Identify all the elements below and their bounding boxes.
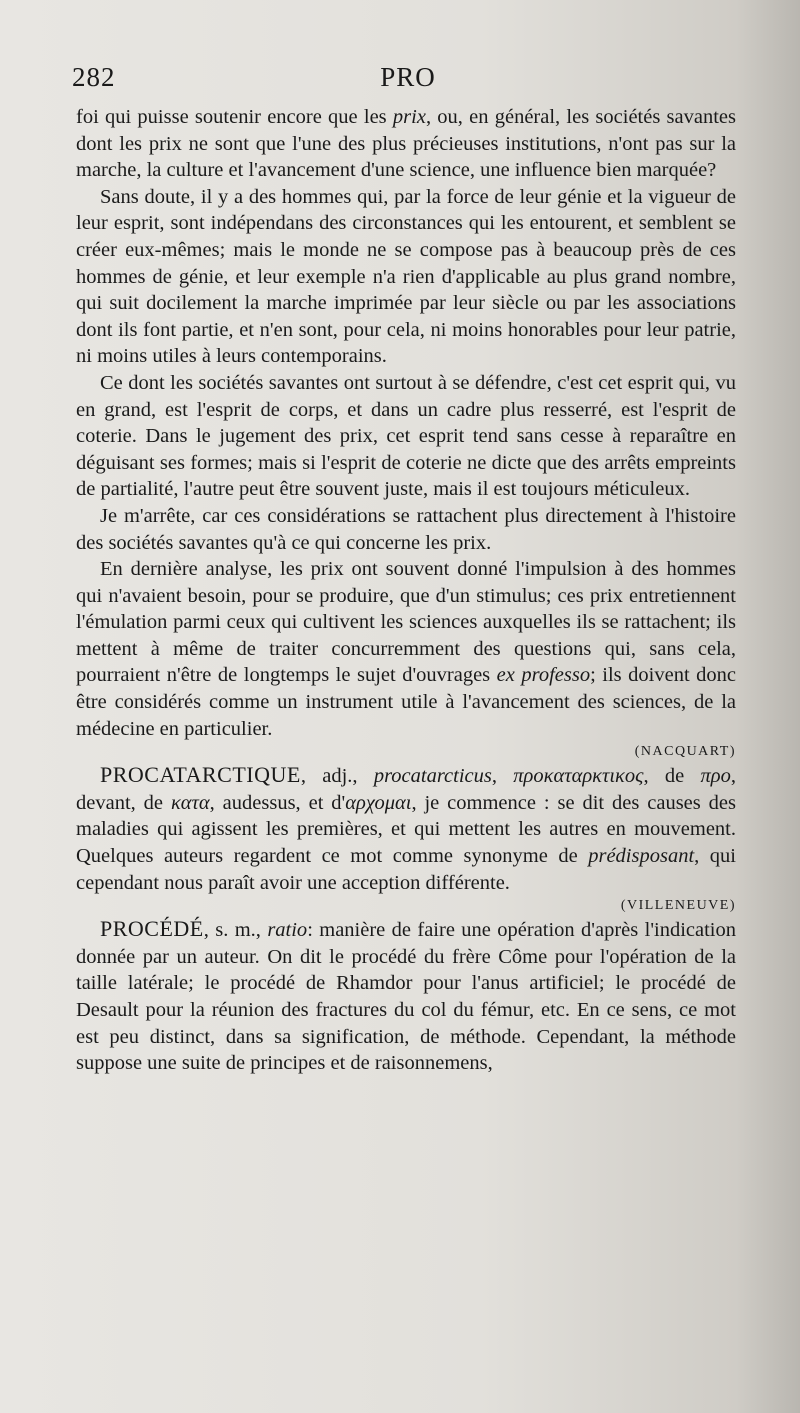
author-signature: (NACQUART): [634, 744, 736, 760]
text-run: : manière de faire une opération d'après l'indication donnée par un auteur. On dit le procédé du frère Côme pour l'opération de la taille latérale; le procédé de Rhamdor pour l'anus artificiel; le procédé de Desault pour la réunion des fractures du col du fémur, etc. En ce sens, ce mot est peu distinct, dans sa signification, de méthode. Cependant, la méthode suppose une suite de principes et de raisonnemens,: [76, 919, 736, 1075]
page-header: [72, 62, 744, 96]
text-run: , ou, en général, les sociétés savantes dont les prix ne sont que l'une des plus précieuses institutions, n'ont pas sur la marche, la culture et l'avancement d'une science, une influence bien marquée?: [76, 106, 736, 182]
text-run: En dernière analyse, les prix ont souvent donné l'impulsion à des hommes qui n'avaient besoin, pour se produire, que d'un stimulus; ces prix entretiennent l'émulation parmi ceux qui cultivent les sciences auxquelles ils se rattachent; ils mettent à même de traiter concurremment des questions qui, sans cela, pourraient n'être de longtemps le sujet d'ouvrages: [76, 558, 736, 687]
greek-term: αρχομαι: [345, 791, 412, 814]
paragraph-3: Ce dont les sociétés savantes ont surtout à se défendre, c'est cet esprit qui, vu en grand, est l'esprit de corps, et dans un cadre plus resserré, est l'esprit de coterie. Dans le jugement des prix, cet esprit tend sans cesse à reparaître en déguisant ses formes; mais si l'esprit de coterie ne dicte que des arrêts empreints de partialité, l'autre peut être souvent juste, mais il est toujours méticuleux.: [76, 371, 736, 501]
italic-term: prix: [392, 106, 426, 128]
page-number: 282: [72, 62, 116, 92]
text-run: , devant, de: [76, 765, 737, 814]
paragraph-1: [76, 104, 736, 184]
dictionary-entry-procatarctique: [76, 762, 736, 896]
text-run: , de: [643, 765, 701, 788]
latin-term: procatarcticus: [373, 765, 492, 788]
paragraph-5: [76, 556, 736, 742]
text-run: , adj.,: [300, 765, 374, 788]
author-signature: (VILLENEUVE): [620, 898, 736, 914]
paragraph-2: Sans doute, il y a des hommes qui, par la force de leur génie et la vigueur de leur esprit, sont indépendans des circonstances qui les entourent, et semblent se créer eux-mêmes; mais le monde ne se compose pas à beaucoup près de ces hommes de génie, et leur exemple n'a rien d'applicable au plus grand nombre, qui suit docilement la marche imprimée par leur siècle ou par les associations dont ils font partie, et n'en sont, pour cela, ni moins honorables pour leur patrie, ni moins utiles à leurs contemporains.: [76, 185, 736, 368]
greek-term: προκαταρκτικος: [513, 765, 644, 788]
dictionary-entry-procede: [76, 916, 736, 1077]
running-head: PRO: [380, 62, 436, 92]
body-text: [76, 104, 736, 1077]
text-run: , s. m.,: [203, 919, 268, 942]
text-run: foi qui puisse soutenir encore que les: [76, 106, 393, 128]
text-run: , qui cependant nous paraît avoir une acception différente.: [76, 845, 736, 894]
italic-term: prédisposant: [588, 845, 695, 868]
italic-term: ex professo: [496, 664, 591, 687]
text-run: ,: [491, 765, 514, 788]
text-run: , je commence : se dit des causes des maladies qui agissent les premières, et qui mettent les autres en mouvement. Quelques auteurs regardent ce mot comme synonyme de: [76, 791, 736, 868]
paragraph-4: Je m'arrête, car ces considérations se rattachent plus directement à l'histoire des sociétés savantes qu'à ce qui concerne les prix.: [76, 504, 736, 554]
greek-term: κατα: [170, 791, 210, 814]
text-run: ; ils doivent donc être considérés comme un instrument utile à l'avancement des sciences, de la médecine en particulier.: [76, 664, 736, 740]
entry-headword: PROCATARCTIQUE: [100, 762, 301, 788]
latin-term: ratio: [267, 919, 308, 942]
text-run: , audessus, et d': [209, 791, 346, 814]
entry-headword: PROCÉDÉ: [100, 916, 204, 942]
greek-term: προ: [700, 765, 731, 788]
